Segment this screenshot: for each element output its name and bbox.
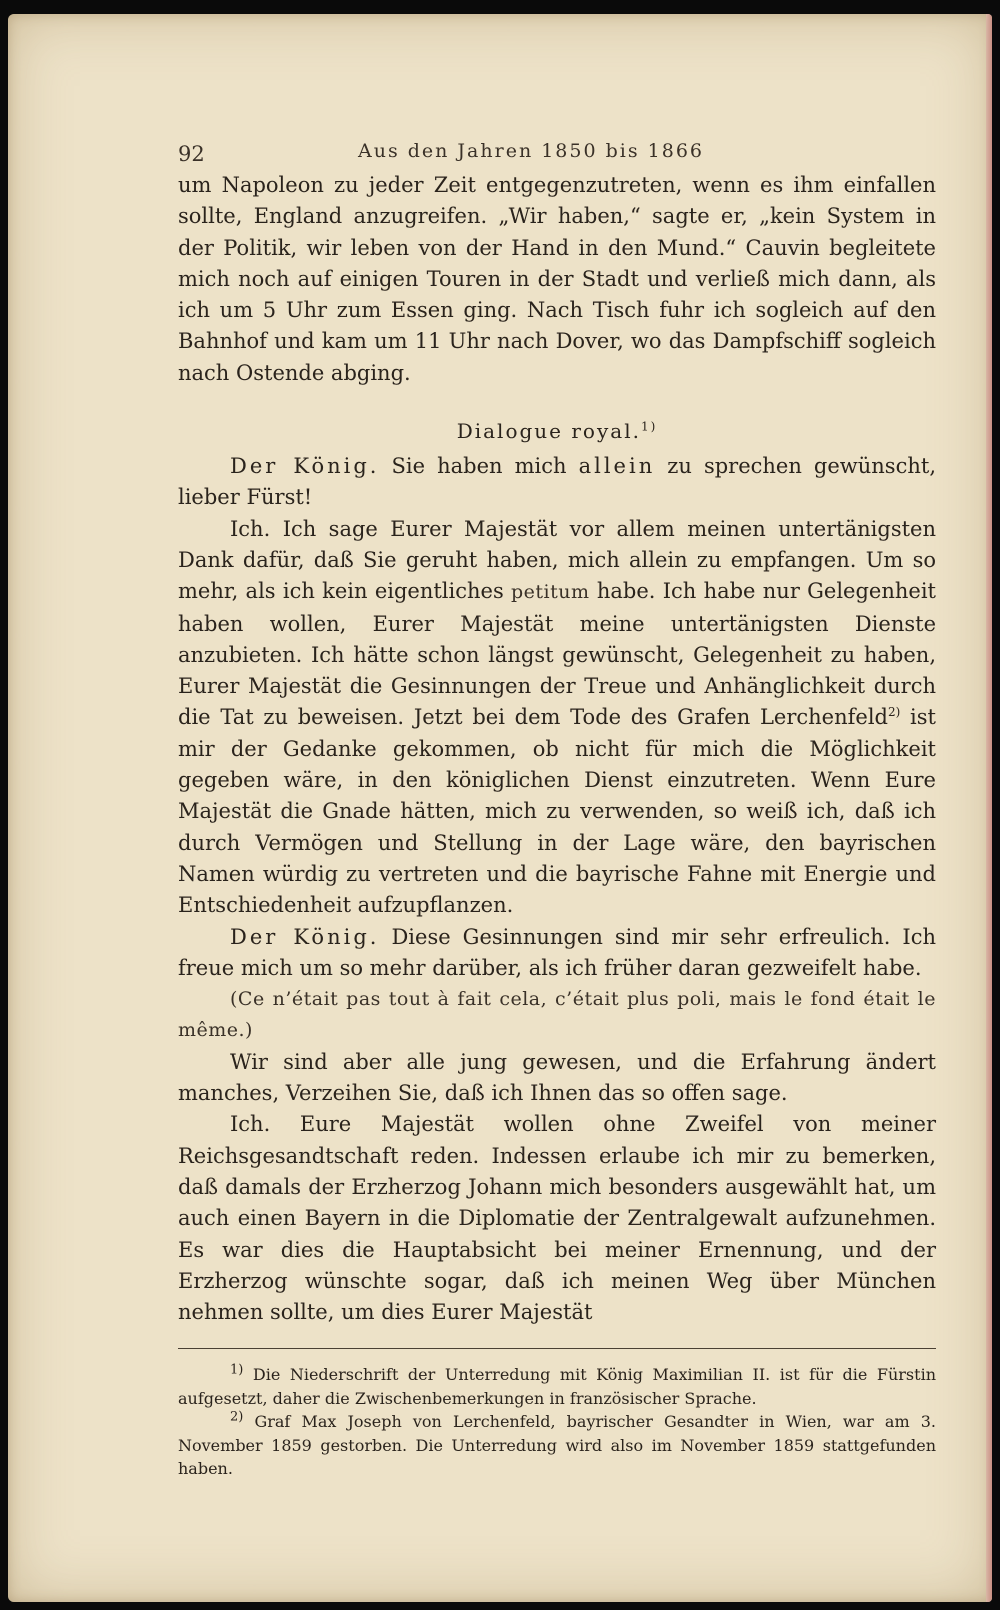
paragraph-3 [178, 514, 936, 922]
latin-term: petitum [511, 581, 590, 604]
text-block [178, 126, 936, 1481]
text-run: habe. Ich habe nur Gelegenheit haben wollen, Eurer Majestät meine untertänigsten Dienste anzubieten. Ich hätte schon längst gewünscht, Gelegenheit zu haben, Eurer Majestät die Gesinnungen der Treue und Anhänglichkeit durch die Tat zu beweisen. Jetzt bei dem Tode des Grafen Lerchenfeld [178, 579, 936, 730]
paragraph-4 [178, 922, 936, 985]
paragraph-2 [178, 451, 936, 514]
speaker-label: Der König. [230, 454, 380, 479]
footnote-rule [178, 1348, 936, 1349]
footnote-1 [178, 1363, 936, 1410]
emphasis-text: allein [578, 454, 656, 479]
page-number: 92 [178, 142, 205, 166]
speaker-label: Der König. [230, 924, 380, 949]
heading-text: Dialogue royal. [456, 419, 641, 444]
footnote-marker: 2) [230, 1410, 244, 1426]
footnote-text: Die Niederschrift der Unterredung mit König Maximilian II. ist für die Fürstin aufgesetzt, daher die Zwischenbemerkungen in französischer Sprache. [178, 1365, 936, 1408]
paragraph-6: Wir sind aber alle jung gewesen, und die Erfahrung ändert manches, Verzeihen Sie, daß ich Ihnen das so offen sage. [178, 1049, 936, 1106]
text-run: Sie haben mich [391, 454, 567, 479]
text-run: Diese Gesinnungen sind mir sehr erfreulich. Ich freue mich um so mehr darüber, als ich früher daran gezweifelt habe. [178, 924, 937, 980]
text-run: Eure Majestät wollen ohne Zweifel von meiner Reichsgesandtschaft reden. Indessen erlaube ich mir zu bemerken, daß damals der Erzherzog Johann mich besonders ausgewählt hat, um auch einen Bayern in die Diplomatie der Zentralgewalt aufzunehmen. Es war dies die Hauptabsicht bei meiner Ernennung, und der Erzherzog wünschte sogar, daß ich meinen Weg über München nehmen sollte, um dies Eurer Majestät [178, 1112, 936, 1325]
footnote-ref: 2) [887, 705, 901, 720]
speaker-label: Ich. [230, 1112, 271, 1137]
footnote-marker: 1) [230, 1363, 244, 1379]
paragraph-5-french: (Ce n’était pas tout à fait cela, c’était plus poli, mais le fond était le même.) [178, 988, 936, 1042]
heading-footnote-ref: 1) [640, 419, 658, 434]
speaker-label: Ich. [230, 516, 271, 541]
text-run: zu sprechen gewünscht, lieber Fürst! [178, 454, 936, 510]
paragraph-7 [178, 1109, 936, 1328]
page-edge [986, 14, 992, 1602]
section-heading [178, 417, 936, 445]
running-head [178, 126, 936, 166]
running-title: Aus den Jahren 1850 bis 1866 [358, 140, 704, 162]
paragraph-1: um Napoleon zu jeder Zeit entgegenzutreten, wenn es ihm einfallen sollte, England anzugreifen. „Wir haben,“ sagte er, „kein System in der Politik, wir leben von der Hand in den Mund.“ Cauvin begleitete mich noch auf einigen Touren in der Stadt und verließ mich dann, als ich um 5 Uhr zum Essen ging. Nach Tisch fuhr ich sogleich auf den Bahnhof und kam um 11 Uhr nach Dover, wo das Dampfschiff sogleich nach Ostende abging. [178, 173, 936, 385]
text-run: ist mir der Gedanke gekommen, ob nicht für mich die Möglichkeit gegeben wäre, in den königlichen Dienst einzutreten. Wenn Eure Majestät die Gnade hätten, mich zu verwenden, so weiß ich, daß ich durch Vermögen und Stellung in der Lage wäre, den bayrischen Namen würdig zu vertreten und die bayrische Fahne mit Energie und Entschiedenheit aufzupflanzen. [178, 705, 936, 918]
footnote-text: Graf Max Joseph von Lerchenfeld, bayrischer Gesandter in Wien, war am 3. November 1859 gestorben. Die Unterredung wird also im November 1859 stattgefunden haben. [178, 1412, 936, 1479]
text-run: Ich sage Eurer Majestät vor allem meinen untertänigsten Dank dafür, daß Sie geruht haben, mich allein zu empfangen. Um so mehr, als ich kein eigentliches [178, 516, 936, 604]
footnote-2 [178, 1410, 936, 1481]
